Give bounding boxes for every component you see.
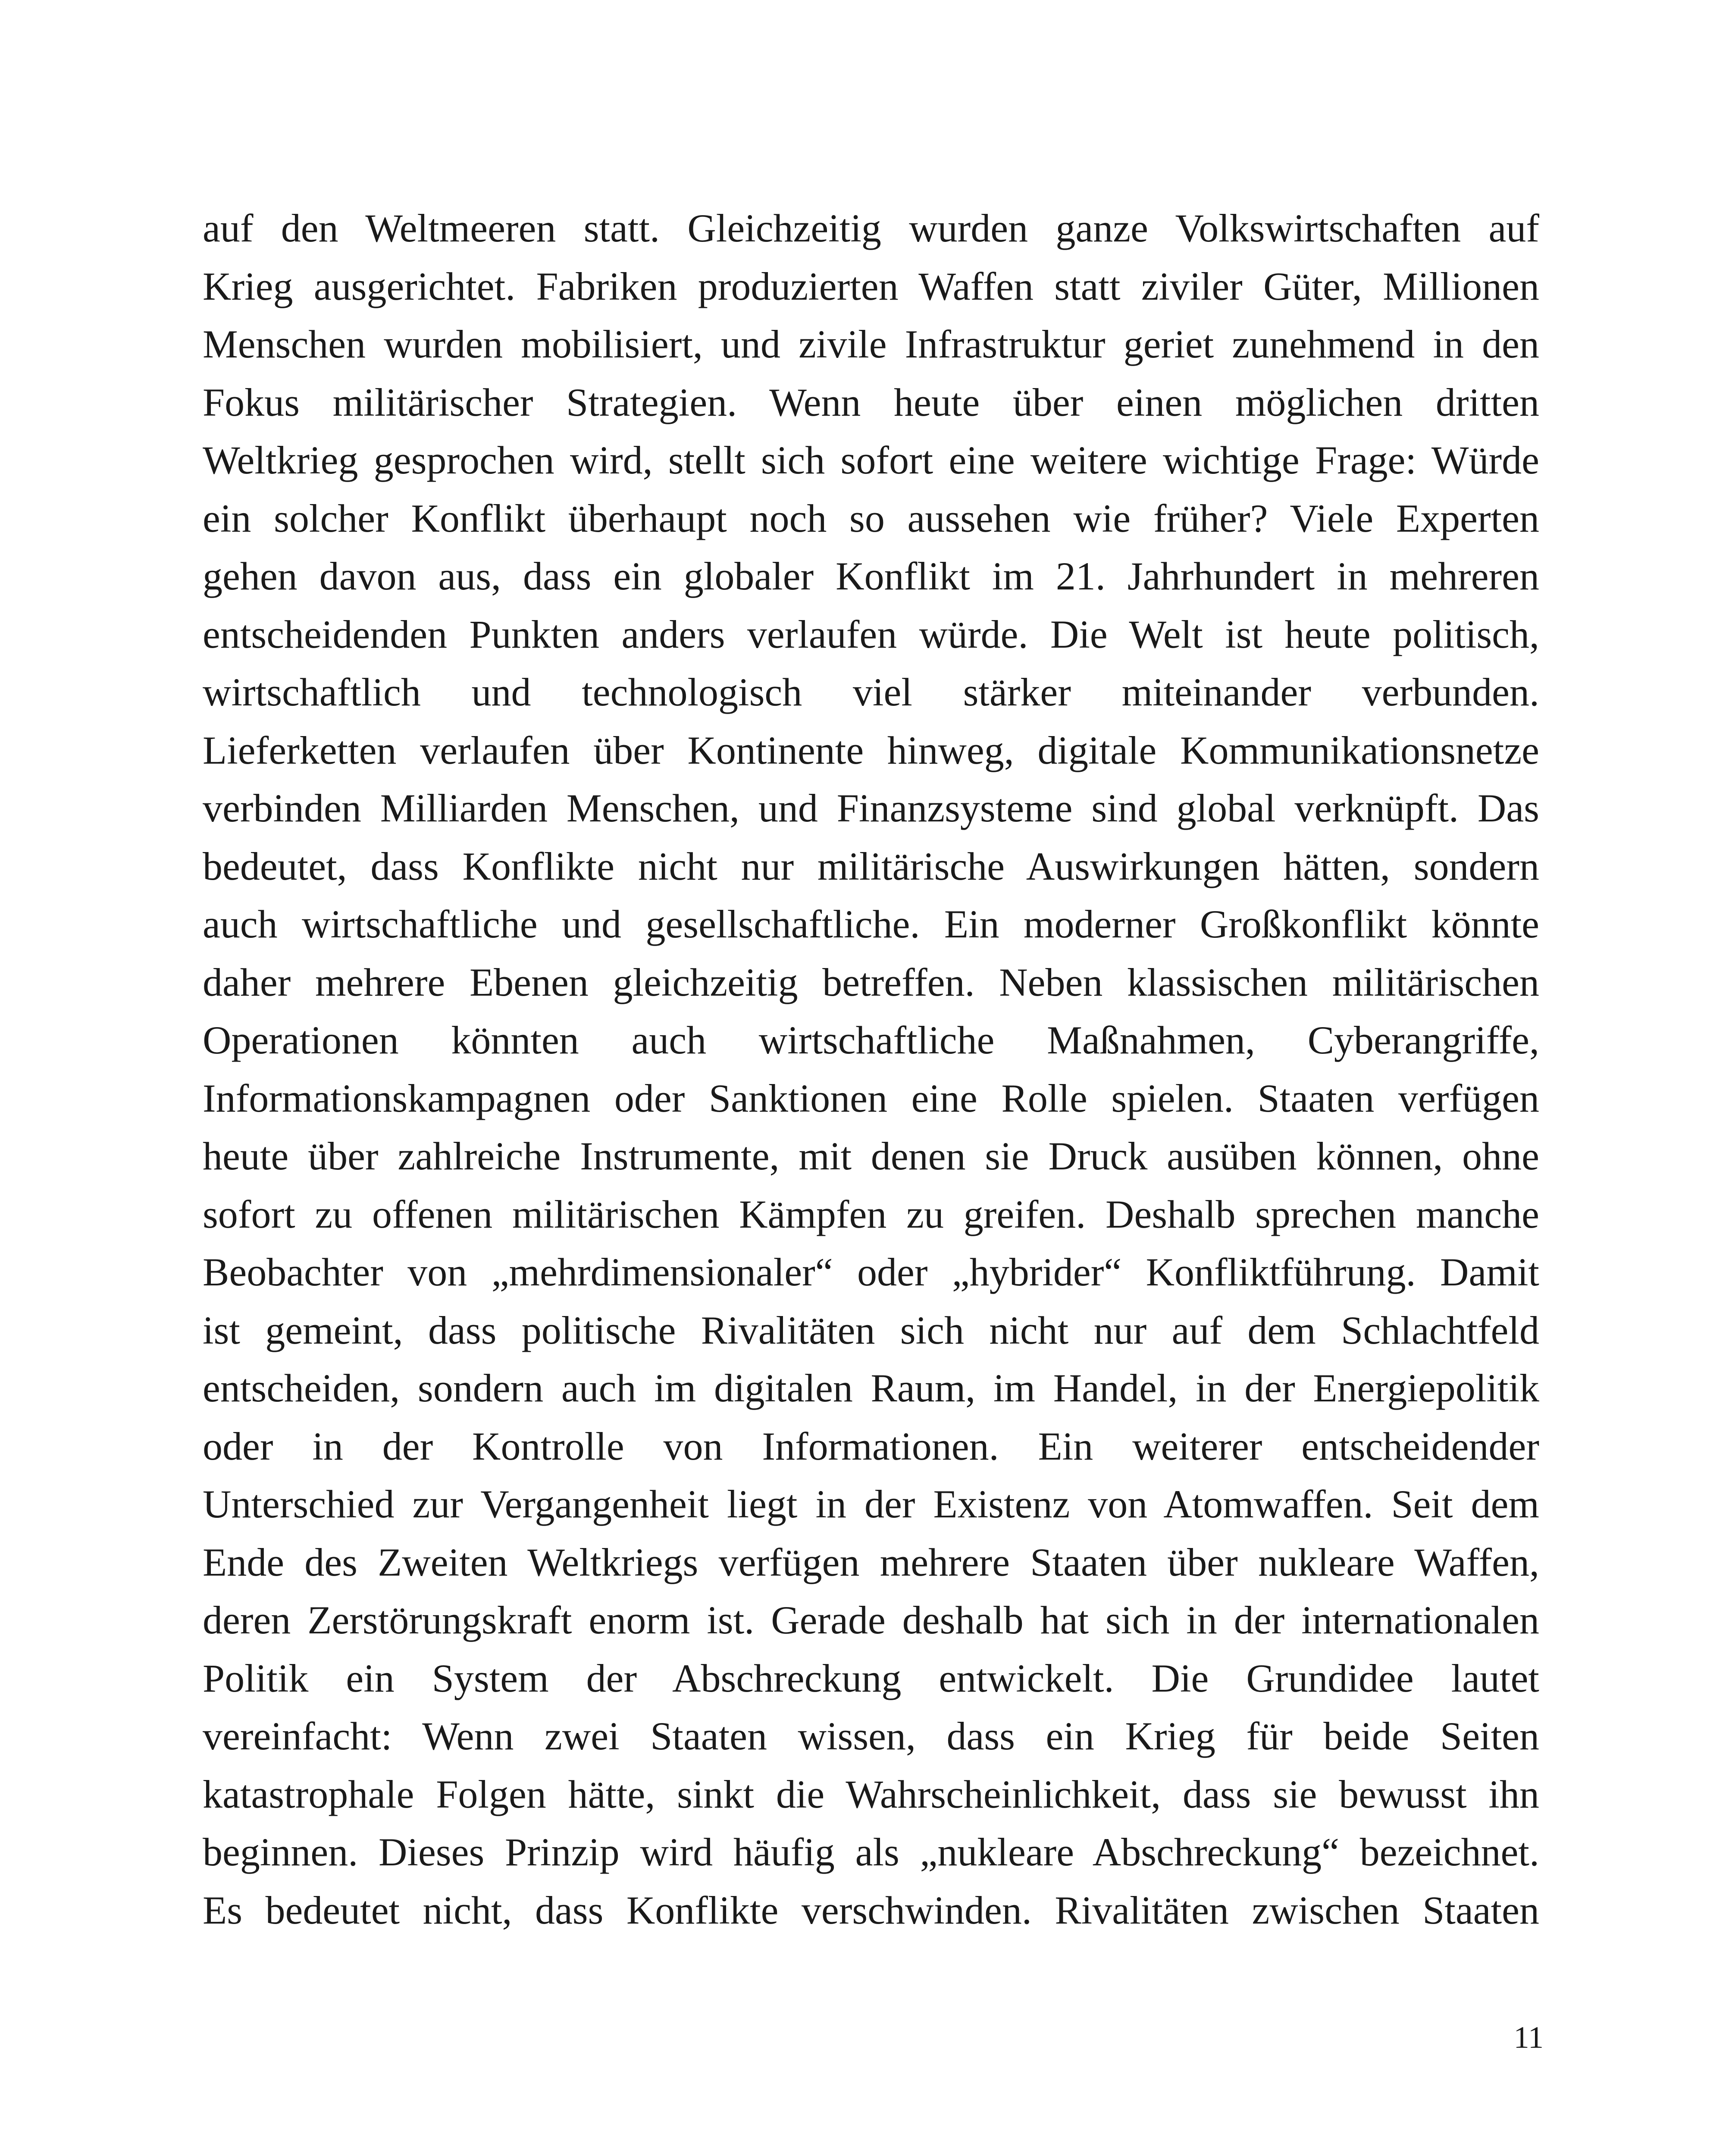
text-line: Fokus militärischer Strategien. Wenn heute über einen möglichen dritten: [203, 380, 1539, 424]
text-line: heute über zahlreiche Instrumente, mit denen sie Druck ausüben können, ohne: [203, 1134, 1539, 1178]
text-line: daher mehrere Ebenen gleichzeitig betreffen. Neben klassischen militärischen: [203, 960, 1539, 1004]
text-line: Es bedeutet nicht, dass Konflikte verschwinden. Rivalitäten zwischen Staaten: [203, 1888, 1539, 1932]
text-line: Krieg ausgerichtet. Fabriken produzierten Waffen statt ziviler Güter, Millionen: [203, 264, 1539, 308]
text-line: auf den Weltmeeren statt. Gleichzeitig wurden ganze Volkswirtschaften auf: [203, 206, 1539, 250]
text-line: deren Zerstörungskraft enorm ist. Gerade deshalb hat sich in der internationalen: [203, 1598, 1539, 1642]
text-line: Informationskampagnen oder Sanktionen eine Rolle spielen. Staaten verfügen: [203, 1076, 1539, 1120]
text-line: gehen davon aus, dass ein globaler Konflikt im 21. Jahrhundert in mehreren: [203, 554, 1539, 598]
text-line: Unterschied zur Vergangenheit liegt in der Existenz von Atomwaffen. Seit dem: [203, 1482, 1539, 1526]
text-line: verbinden Milliarden Menschen, und Finanzsysteme sind global verknüpft. Das: [203, 786, 1539, 830]
text-line: ist gemeint, dass politische Rivalitäten sich nicht nur auf dem Schlachtfeld: [203, 1308, 1539, 1352]
text-line: sofort zu offenen militärischen Kämpfen zu greifen. Deshalb sprechen manche: [203, 1192, 1539, 1236]
text-line: Ende des Zweiten Weltkriegs verfügen mehrere Staaten über nukleare Waffen,: [203, 1540, 1539, 1584]
text-line: entscheidenden Punkten anders verlaufen würde. Die Welt ist heute politisch,: [203, 612, 1539, 656]
text-line: katastrophale Folgen hätte, sinkt die Wahrscheinlichkeit, dass sie bewusst ihn: [203, 1772, 1539, 1816]
text-line: vereinfacht: Wenn zwei Staaten wissen, dass ein Krieg für beide Seiten: [203, 1714, 1539, 1758]
text-line: oder in der Kontrolle von Informationen. Ein weiterer entscheidender: [203, 1424, 1539, 1468]
text-line: bedeutet, dass Konflikte nicht nur militärische Auswirkungen hätten, sondern: [203, 844, 1539, 888]
text-line: Lieferketten verlaufen über Kontinente hinweg, digitale Kommunikationsnetze: [203, 728, 1539, 772]
text-line: Beobachter von „mehrdimensionaler“ oder „hybrider“ Konfliktführung. Damit: [203, 1250, 1539, 1294]
body-paragraph: [203, 199, 1539, 1939]
text-line: auch wirtschaftliche und gesellschaftliche. Ein moderner Großkonflikt könnte: [203, 902, 1539, 946]
text-line: Operationen könnten auch wirtschaftliche Maßnahmen, Cyberangriffe,: [203, 1018, 1539, 1062]
text-line: ein solcher Konflikt überhaupt noch so aussehen wie früher? Viele Experten: [203, 496, 1539, 540]
text-line: Menschen wurden mobilisiert, und zivile Infrastruktur geriet zunehmend in den: [203, 322, 1539, 366]
text-line: Weltkrieg gesprochen wird, stellt sich sofort eine weitere wichtige Frage: Würde: [203, 438, 1539, 482]
text-line: wirtschaftlich und technologisch viel stärker miteinander verbunden.: [203, 670, 1539, 714]
text-line: entscheiden, sondern auch im digitalen Raum, im Handel, in der Energiepolitik: [203, 1366, 1539, 1410]
page-number: 11: [1513, 2020, 1544, 2055]
text-line: beginnen. Dieses Prinzip wird häufig als „nukleare Abschreckung“ bezeichnet.: [203, 1830, 1539, 1874]
text-line: Politik ein System der Abschreckung entwickelt. Die Grundidee lautet: [203, 1656, 1539, 1700]
